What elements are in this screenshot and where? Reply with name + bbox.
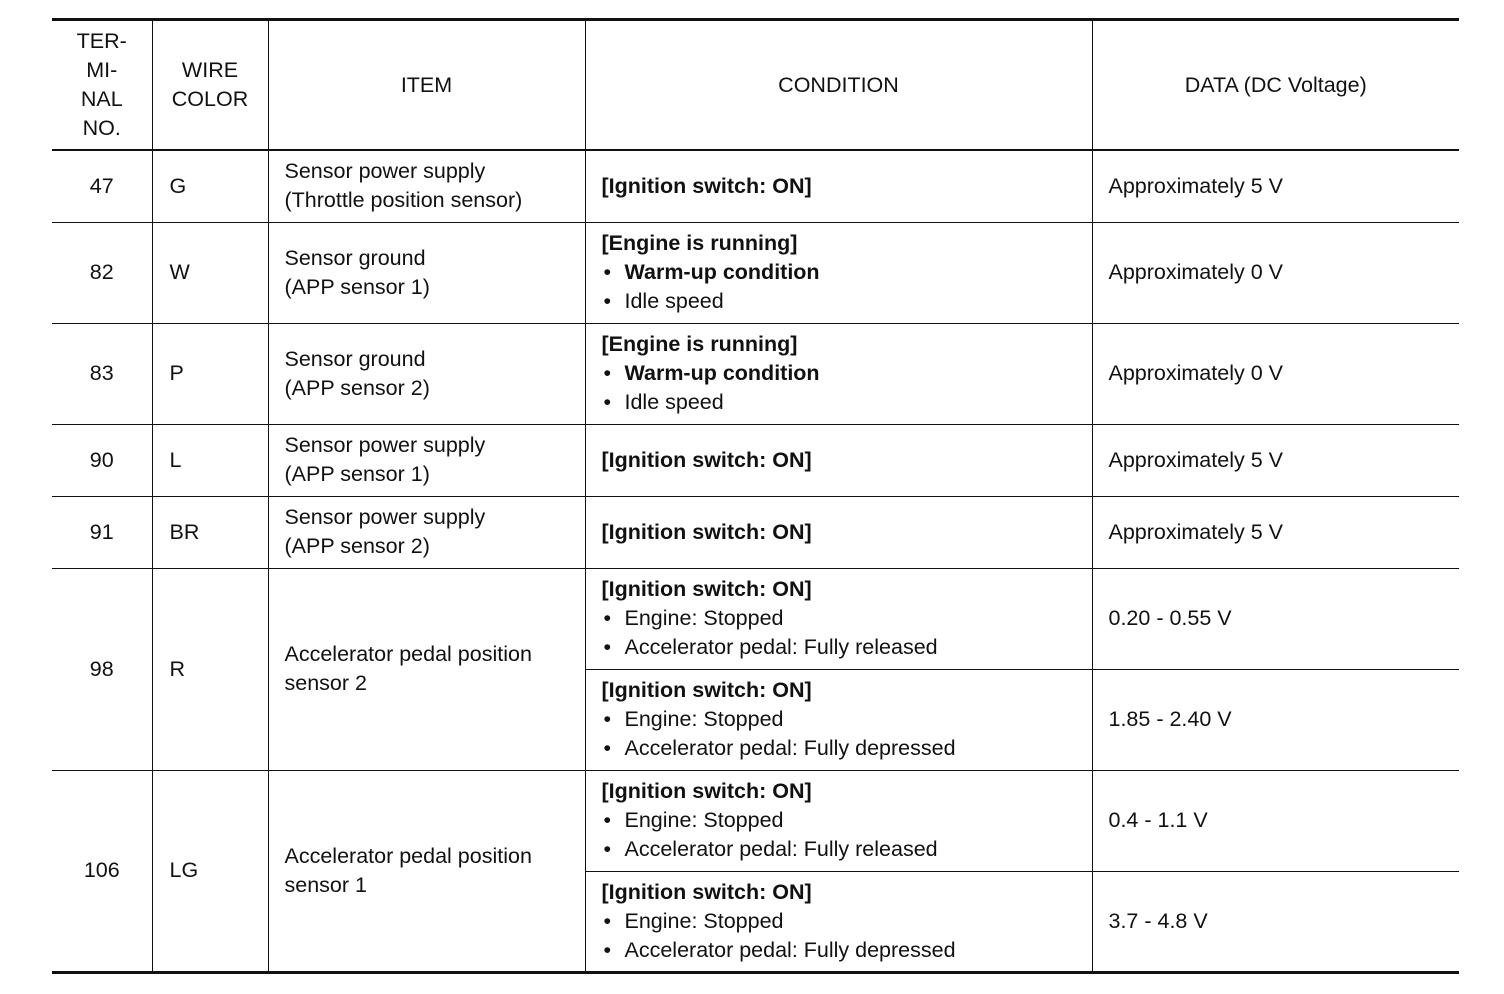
condition-heading: [Engine is running] [601,332,798,356]
dc-voltage-value: Approximately 0 V [1092,222,1459,323]
header-terminal-line: MI- [86,58,118,82]
condition-bullet-text: Warm-up condition [624,260,820,284]
condition-bullet-text: Warm-up condition [624,361,820,385]
bullet-icon: • [603,289,612,313]
condition-bullet-text: Accelerator pedal: Fully depressed [624,937,956,962]
condition-bullet-text: Engine: Stopped [624,808,784,832]
table-row [52,568,1459,669]
condition-bullet [602,359,1092,388]
table-row [52,150,1459,222]
table-row [52,222,1459,323]
header-wire-line: COLOR [171,87,249,111]
condition-heading: [Ignition switch: ON] [601,519,812,544]
condition-bullet [602,287,1092,316]
condition-cell [585,496,1092,568]
bullet-icon: • [603,606,612,630]
wire-color: R [152,568,268,770]
table-row [52,496,1459,568]
header-wire-line: WIRE [181,58,239,82]
condition-heading: [Engine is running] [601,231,798,255]
item-description [268,222,585,323]
header-terminal-line: NO. [82,116,121,140]
header-item: ITEM [268,20,585,151]
condition-heading: [Ignition switch: ON] [601,678,812,702]
condition-bullet-text: Accelerator pedal: Fully released [624,837,938,861]
table-row [52,424,1459,496]
condition-bullet-text: Accelerator pedal: Fully released [624,635,938,659]
item-description [268,150,585,222]
item-line: sensor 2 [284,671,367,695]
condition-heading: [Ignition switch: ON] [601,447,812,472]
item-line: (Throttle position sensor) [284,188,523,213]
condition-heading: [Ignition switch: ON] [601,879,812,904]
bullet-icon: • [603,361,612,385]
item-description [268,424,585,496]
item-line: Sensor power supply [284,505,486,529]
dc-voltage-value: 0.4 - 1.1 V [1092,770,1459,871]
condition-bullet [602,258,1092,287]
condition-cell [585,424,1092,496]
table-row [52,323,1459,424]
item-line: (APP sensor 2) [284,534,430,558]
header-terminal-no [52,20,152,151]
bullet-icon: • [603,635,612,659]
condition-bullet-text: Engine: Stopped [624,606,784,630]
item-line: Sensor ground [284,346,426,371]
condition-heading: [Ignition switch: ON] [601,173,812,198]
condition-bullet [602,604,1092,633]
condition-bullet-text: Engine: Stopped [624,908,784,933]
terminal-table [52,18,1459,974]
item-line: Accelerator pedal position [284,843,532,868]
bullet-icon: • [603,908,612,933]
dc-voltage-value: Approximately 5 V [1092,150,1459,222]
condition-bullet-text: Idle speed [624,289,724,313]
wire-color: L [152,424,268,496]
header-data: DATA (DC Voltage) [1092,20,1459,151]
bullet-icon: • [603,736,612,760]
condition-bullet [602,907,1092,936]
condition-bullet-text: Engine: Stopped [624,707,784,731]
condition-bullet [602,806,1092,835]
condition-cell [585,323,1092,424]
item-line: (APP sensor 1) [284,274,430,299]
condition-bullet [602,835,1092,864]
condition-bullet [602,936,1092,965]
terminal-number: 98 [52,568,152,770]
item-line: (APP sensor 2) [284,375,430,400]
dc-voltage-value: Approximately 0 V [1092,323,1459,424]
wire-color: W [152,222,268,323]
item-line: (APP sensor 1) [284,462,430,486]
header-row [52,20,1459,151]
item-description [268,496,585,568]
item-description [268,568,585,770]
header-terminal-line: NAL [80,87,123,111]
condition-cell [585,871,1092,972]
bullet-icon: • [603,937,612,962]
wire-color: BR [152,496,268,568]
terminal-number: 90 [52,424,152,496]
item-description [268,770,585,972]
terminal-number: 91 [52,496,152,568]
table-row [52,770,1459,871]
condition-cell [585,150,1092,222]
condition-bullet-text: Idle speed [624,390,724,414]
terminal-number: 106 [52,770,152,972]
table-body [52,150,1459,972]
wire-color: G [152,150,268,222]
dc-voltage-value: Approximately 5 V [1092,496,1459,568]
condition-bullet [602,633,1092,662]
condition-cell [585,222,1092,323]
item-line: Sensor power supply [284,433,486,457]
condition-bullet [602,388,1092,417]
condition-cell [585,568,1092,669]
condition-bullet [602,734,1092,763]
condition-cell [585,770,1092,871]
terminal-number: 83 [52,323,152,424]
condition-heading: [Ignition switch: ON] [601,779,812,803]
header-condition: CONDITION [585,20,1092,151]
wire-color: LG [152,770,268,972]
header-terminal-line: TER- [76,29,127,53]
item-line: sensor 1 [284,872,367,897]
item-line: Accelerator pedal position [284,642,532,666]
condition-bullet [602,705,1092,734]
bullet-icon: • [603,260,612,284]
dc-voltage-value: Approximately 5 V [1092,424,1459,496]
dc-voltage-value: 0.20 - 0.55 V [1092,568,1459,669]
bullet-icon: • [603,837,612,861]
condition-bullet-text: Accelerator pedal: Fully depressed [624,736,956,760]
terminal-number: 82 [52,222,152,323]
condition-cell [585,669,1092,770]
dc-voltage-value: 3.7 - 4.8 V [1092,871,1459,972]
item-description [268,323,585,424]
bullet-icon: • [603,808,612,832]
item-line: Sensor ground [284,245,426,270]
wire-color: P [152,323,268,424]
terminal-number: 47 [52,150,152,222]
table-header [52,20,1459,151]
condition-heading: [Ignition switch: ON] [601,577,812,601]
bullet-icon: • [603,707,612,731]
dc-voltage-value: 1.85 - 2.40 V [1092,669,1459,770]
item-line: Sensor power supply [284,159,486,184]
bullet-icon: • [603,390,612,414]
header-wire-color [152,20,268,151]
